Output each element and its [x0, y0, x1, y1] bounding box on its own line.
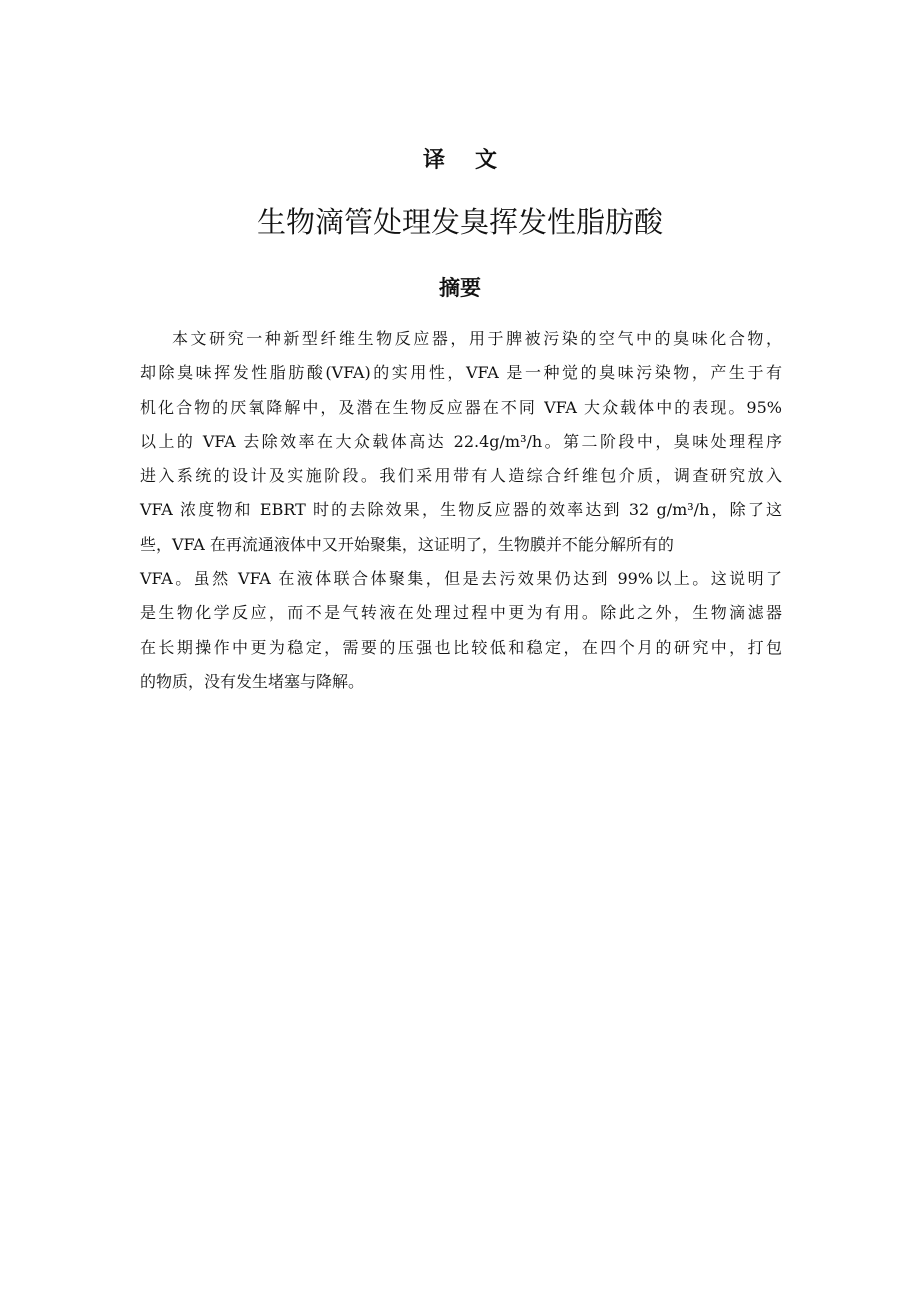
abstract-line: VFA 浓度物和 EBRT 时的去除效果，生物反应器的效率达到 32 g/m³/h，除了这 — [140, 500, 782, 520]
abstract-line: 进入系统的设计及实施阶段。我们采用带有人造综合纤维包介质，调查研究放入 — [140, 466, 782, 486]
abstract-line: 的物质，没有发生堵塞与降解。 — [140, 671, 365, 691]
abstract-line: VFA。虽然 VFA 在液体联合体聚集，但是去污效果仍达到 99%以上。这说明了 — [140, 569, 782, 589]
translation-label: 译文 — [422, 148, 527, 173]
abstract-line: 以上的 VFA 去除效率在大众载体高达 22.4g/m³/h。第二阶段中，臭味处理程序 — [140, 431, 782, 451]
abstract-line: 是生物化学反应，而不是气转液在处理过程中更为有用。除此之外，生物滴滤器 — [140, 603, 782, 623]
abstract-line: 在长期操作中更为稳定，需要的压强也比较低和稳定，在四个月的研究中，打包 — [140, 637, 782, 657]
abstract-line: 机化合物的厌氧降解中，及潜在生物反应器在不同 VFA 大众载体中的表现。95% — [140, 397, 782, 417]
abstract-line: 些，VFA 在再流通液体中又开始聚集，这证明了，生物膜并不能分解所有的 — [140, 534, 674, 554]
abstract-line: 却除臭味挥发性脂肪酸(VFA)的实用性，VFA 是一种觉的臭味污染物，产生于有 — [140, 363, 782, 383]
abstract-line: 本文研究一种新型纤维生物反应器，用于脾被污染的空气中的臭味化合物， — [172, 329, 782, 348]
abstract-heading: 摘要 — [439, 276, 481, 300]
document-title: 生物滴管处理发臭挥发性脂肪酸 — [256, 205, 663, 239]
abstract-body — [140, 322, 782, 699]
